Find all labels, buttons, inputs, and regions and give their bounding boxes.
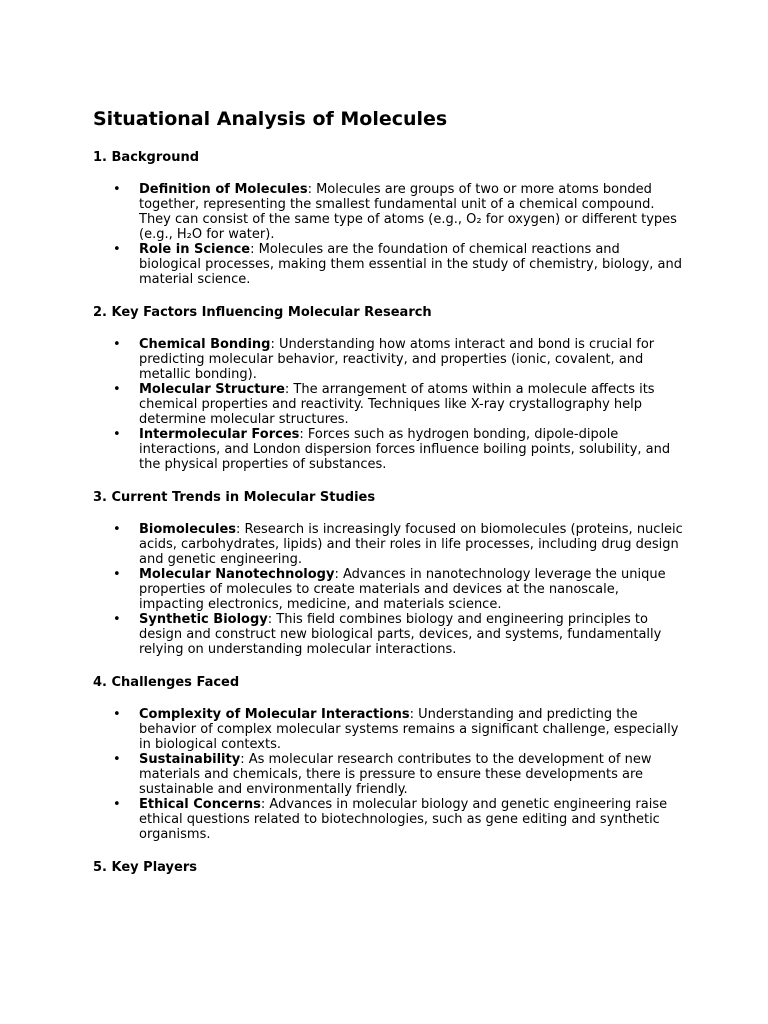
section-heading: 5. Key Players (93, 860, 197, 875)
bullet-icon: • (113, 522, 121, 537)
bullet-icon: • (113, 797, 121, 812)
list-item (93, 522, 683, 567)
section-key-players (93, 860, 683, 876)
section-heading: 3. Current Trends in Molecular Studies (93, 490, 376, 505)
list-item (93, 182, 683, 242)
item-term: Complexity of Molecular Interactions (139, 707, 410, 722)
item-term: Synthetic Biology (139, 612, 268, 627)
bullet-list (93, 182, 683, 287)
page-title: Situational Analysis of Molecules (93, 108, 448, 130)
item-term: Definition of Molecules (139, 182, 308, 197)
item-text: : This field combines biology and engineering principles to design and construct new biological parts, devices, and systems, fundamentally relying on understanding molecular interactions. (139, 612, 662, 657)
item-text: : Molecules are groups of two or more atoms bonded together, representing the smallest fundamental unit of a chemical compound. They can consist of the same type of atoms (e.g., O₂ for oxygen) or different types (e.g., H₂O for water). (139, 182, 677, 242)
item-text: : Advances in molecular biology and genetic engineering raise ethical questions related to biotechnologies, such as gene editing and synthetic organisms. (139, 797, 668, 842)
list-item (93, 752, 683, 797)
bullet-icon: • (113, 382, 121, 397)
list-item (93, 337, 683, 382)
section-challenges (93, 675, 683, 842)
item-text: : Advances in nanotechnology leverage the unique properties of molecules to create materials and devices at the nanoscale, impacting electronics, medicine, and materials science. (139, 567, 666, 612)
item-text: : Understanding how atoms interact and bond is crucial for predicting molecular behavior, reactivity, and properties (ionic, covalent, and metallic bonding). (139, 337, 655, 382)
bullet-list (93, 337, 683, 472)
bullet-list (93, 707, 683, 842)
item-term: Molecular Structure (139, 382, 285, 397)
bullet-list (93, 522, 683, 657)
bullet-icon: • (113, 612, 121, 627)
item-term: Biomolecules (139, 522, 237, 537)
list-item (93, 612, 683, 657)
item-term: Ethical Concerns (139, 797, 261, 812)
section-key-factors (93, 305, 683, 472)
item-text: : The arrangement of atoms within a molecule affects its chemical properties and reactivity. Techniques like X-ray crystallography help determine molecular structures. (139, 382, 655, 427)
bullet-icon: • (113, 567, 121, 582)
list-item (93, 707, 683, 752)
list-item (93, 797, 683, 842)
item-text: : As molecular research contributes to the development of new materials and chemicals, there is pressure to ensure these developments are sustainable and environmentally friendly. (139, 752, 652, 797)
bullet-icon: • (113, 707, 121, 722)
item-text: : Forces such as hydrogen bonding, dipole-dipole interactions, and London dispersion forces influence boiling points, solubility, and the physical properties of substances. (139, 427, 671, 472)
section-background (93, 150, 683, 287)
item-term: Sustainability (139, 752, 241, 767)
list-item (93, 382, 683, 427)
item-term: Intermolecular Forces (139, 427, 300, 442)
item-term: Chemical Bonding (139, 337, 271, 352)
bullet-icon: • (113, 427, 121, 442)
bullet-icon: • (113, 337, 121, 352)
list-item (93, 427, 683, 472)
item-text: : Understanding and predicting the behavior of complex molecular systems remains a significant challenge, especially in biological contexts. (139, 707, 679, 752)
section-heading: 1. Background (93, 150, 200, 165)
bullet-icon: • (113, 242, 121, 257)
bullet-icon: • (113, 182, 121, 197)
item-text: : Molecules are the foundation of chemical reactions and biological processes, making them essential in the study of chemistry, biology, and material science. (139, 242, 683, 287)
bullet-icon: • (113, 752, 121, 767)
section-heading: 4. Challenges Faced (93, 675, 240, 690)
document-page (93, 106, 683, 892)
item-text: : Research is increasingly focused on biomolecules (proteins, nucleic acids, carbohydrates, lipids) and their roles in life processes, including drug design and genetic engineering. (139, 522, 683, 567)
list-item (93, 567, 683, 612)
item-term: Role in Science (139, 242, 251, 257)
item-term: Molecular Nanotechnology (139, 567, 335, 582)
list-item (93, 242, 683, 287)
section-current-trends (93, 490, 683, 657)
section-heading: 2. Key Factors Influencing Molecular Research (93, 305, 432, 320)
